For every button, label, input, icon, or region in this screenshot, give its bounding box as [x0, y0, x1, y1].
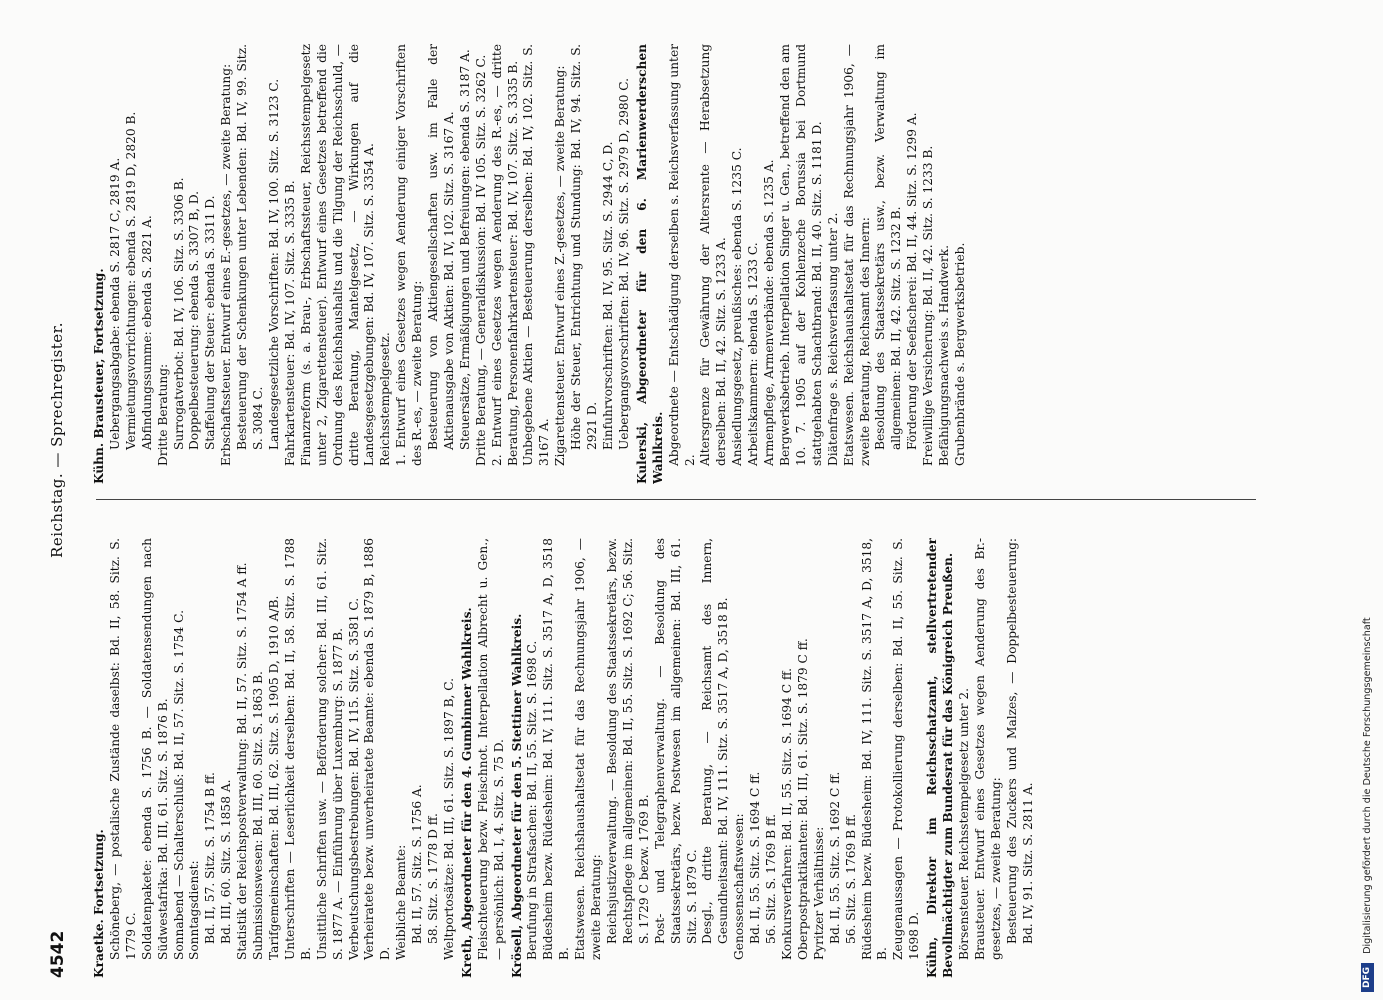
register-entry: Verheiratete bezw. unverheiratete Beamte: ebenda S. 1879 B, 1886 D.: [362, 538, 393, 960]
register-entry: Befähigungsnachweis s. Handwerk.: [937, 245, 952, 466]
register-entry: Bd. II, 55. Sitz. S. 1692 C ff.: [827, 771, 842, 944]
register-entry: Vermietungsvorrichtungen: ebenda S. 2819 D, 2820 B.: [123, 111, 138, 450]
register-entry: Besoldung des Staatssekretärs usw., bezw. Verwaltung im allgemeinen: Bd. II, 42. Sitz. S. 1232 B.: [873, 44, 904, 450]
register-heading: Kulerski, Abgeordneter für den 6. Marienwerderschen Wahlkreis.: [634, 44, 665, 484]
register-entry: Verbeutschungsbestrebungen: Bd. IV, 115. Sitz. S. 3581 C.: [346, 597, 361, 960]
register-entry: 2. Entwurf eines Gesetzes wegen Aenderung des R.-es, — dritte Beratung, Personenfahrkartensteuer: Bd. IV, 107. Sitz. S. 3335 B.: [489, 44, 520, 466]
left-column: [92, 538, 1272, 978]
register-entry: Weibliche Beamte:: [394, 844, 409, 960]
register-entry: Diätenfrage s. Reichsverfassung unter 2.: [825, 212, 840, 466]
register-entry: Förderung der Seefischerei: Bd. II, 44. Sitz. S. 1299 A.: [905, 112, 920, 450]
register-entry: Fleischteuerung bezw. Fleischnot. Interpellation Albrecht u. Gen., — persönlich: Bd. I, 4. Sitz. S. 75 D.: [475, 538, 506, 960]
register-entry: Finanzreform (s. a. Brau-, Erbschaftssteuer, Reichsstempelgesetz unter 2, Zigarettensteuer). Entwurf eines Gesetzes betreffend die Ordnung des Reichshaushalts und die Tilgung der Reichsschuld, — dritte Beratung, Mantelgesetz, — Wirkungen auf die Landesgesetzgebungen: Bd. IV, 107. Sitz. S. 3354 A.: [298, 44, 377, 466]
register-entry: Pyritzer Verhältnisse:: [811, 826, 826, 960]
register-entry: 56. Sitz. S. 1769 B ff.: [764, 813, 779, 944]
register-entry: Post- und Telegraphenverwaltung. — Besoldung des Staatssekretärs, bezw. Postwesen im allgemeinen: Bd. III, 61. Sitz. S. 1879 C.: [652, 538, 699, 944]
page-header-title: Reichstag. — Sprechregister.: [48, 322, 66, 558]
register-heading: Krösell, Abgeordneter für den 5. Stettiner Wahlkreis.: [509, 613, 524, 978]
register-entry: Rüdesheim bezw. Büdesheim: Bd. IV, 111. Sitz. S. 3517 A, D, 3518, B.: [859, 538, 890, 960]
register-entry: Bergwerksbetrieb. Interpellation Singer u. Gen., betreffend den am 10. 7. 1905 auf der Kohlenzeche Borussia bei Dortmund stattgehabten Schachtbrand: Bd. II, 40. Sitz. S. 1181 D.: [777, 44, 824, 466]
register-entry: Etatswesen. Reichshaushaltsetat für das Rechnungsjahr 1906, — zweite Beratung:: [573, 538, 604, 960]
register-entry: Submissionswesen: Bd. III, 60. Sitz. S. 1863 B.: [251, 671, 266, 960]
dfg-logo-badge: DFG: [1361, 963, 1374, 992]
register-entry: Tarifgemeinschaften: Bd. III, 62. Sitz. S. 1905 D, 1910 A/B.: [266, 595, 281, 960]
register-entry: Doppelbesteuerung: ebenda S. 3307 B, D.: [187, 190, 202, 450]
register-entry: Schöneberg, — postalische Zustände daselbst: Bd. II, 58. Sitz. S. 1779 C.: [107, 538, 138, 960]
register-entry: Dritte Beratung:: [155, 363, 170, 466]
register-entry: Sonnabend — Schalterschluß: Bd. II, 57. Sitz. S. 1754 C.: [171, 610, 186, 960]
right-column: [92, 44, 1272, 484]
register-entry: Landesgesetzliche Vorschriften: Bd. IV, 100. Sitz. S. 3123 C.: [266, 78, 281, 450]
register-entry: 1. Entwurf eines Gesetzes wegen Aenderung einiger Vorschriften des R.-es, — zweite Beratung:: [394, 44, 425, 466]
register-entry: Besteuerung des Zuckers und Malzes, — Doppelbesteuerung: Bd. IV, 91. Sitz. S. 2811 A.: [1004, 538, 1035, 944]
register-entry: Etatswesen. Reichshaushaltsetat für das Rechnungsjahr 1906, — zweite Beratung, Reichsamt des Innern:: [841, 44, 872, 466]
register-entry: Oberpostpraktikanten: Bd. III, 61. Sitz. S. 1879 C ff.: [795, 638, 810, 960]
register-entry: 56. Sitz. S. 1769 B ff.: [843, 813, 858, 944]
register-heading: Kraetke. Fortsetzung.: [92, 829, 106, 978]
register-entry: Armenpflege, Armenverbände: ebenda S. 1235 A.: [762, 159, 777, 466]
register-entry: Uebergangsvorschriften: Bd. IV, 96. Sitz. S. 2979 D, 2980 C.: [616, 77, 631, 450]
register-entry: Freiwillige Versicherung: Bd. II, 42. Sitz. S. 1233 B.: [921, 145, 936, 466]
register-entry: Zeugenaussagen — Protokollierung derselben: Bd. II, 55. Sitz. S. 1698 D.: [891, 538, 922, 960]
register-heading: Kühn, Direktor im Reichsschatzamt, stellvertretender Bevollmächtigter zum Bundesrat für das Königreich Preußen.: [925, 538, 956, 978]
digitization-note: [1356, 8, 1380, 992]
register-entry: Desgl., dritte Beratung, — Reichsamt des Innern, Gesundheitsamt: Bd. IV, 111. Sitz. S. 3517 A, D, 3518 B.: [700, 538, 731, 944]
register-entry: Grubenbrände s. Bergwerksbetrieb.: [952, 242, 967, 466]
register-entry: Abgeordnete — Entschädigung derselben s. Reichsverfassung unter 2.: [666, 44, 697, 466]
column-divider: [96, 499, 1256, 500]
register-entry: Erbschaftssteuer. Entwurf eines E.-gesetzes, — zweite Beratung:: [219, 63, 234, 466]
register-entry: Abfindungssumme: ebenda S. 2821 A.: [139, 215, 154, 450]
register-entry: Fahrkartensteuer: Bd. IV, 107. Sitz. S. 3335 B.: [282, 180, 297, 466]
register-entry: Reichsjustizverwaltung. — Besoldung des Staatssekretärs, bezw. Rechtspflege im allgemeinen: Bd. II, 55. Sitz. S. 1692 C; 56. Sitz. S. 1729 C bezw. 1769 B.: [605, 538, 651, 944]
register-entry: Bd. II, 57. Sitz. S. 1756 A.: [410, 784, 425, 944]
running-head: [0, 0, 95, 1000]
register-entry: Staffelung der Steuer: ebenda S. 3311 D.: [203, 195, 218, 450]
register-entry: Arbeitskammern: ebenda S. 1233 C.: [746, 242, 761, 466]
register-entry: Genossenschaftswesen:: [732, 813, 747, 960]
register-entry: Börsensteuer. Reichsstempelgesetz unter 2.: [956, 688, 971, 960]
digitization-credit: Digitalisierung gefördert durch die Deutsche Forschungsgemeinschaft: [1362, 617, 1373, 954]
register-entry: Berufung in Strafsachen: Bd. II, 55. Sitz. S. 1698 C.: [525, 640, 540, 960]
register-heading: Kreth, Abgeordneter für den 4. Gumbinner Wahlkreis.: [459, 607, 474, 978]
register-entry: Uebergangsabgabe: ebenda S. 2817 C, 2819 A.: [107, 157, 122, 450]
register-entry: Surrogatverbot: Bd. IV, 106. Sitz. S. 3306 B.: [171, 177, 186, 450]
register-entry: Ansiedlungsgesetz, preußisches: ebenda S. 1235 C.: [730, 147, 745, 466]
register-entry: Besteuerung der Schenkungen unter Lebenden: Bd. IV, 99. Sitz. S. 3084 C.: [235, 44, 266, 450]
register-entry: Büdesheim bezw. Rüdesheim: Bd. IV, 111. Sitz. S. 3517 A, D, 3518 B.: [541, 538, 572, 960]
register-entry: Brausteuer. Entwurf eines Gesetzes wegen Aenderung des Br.-gesetzes, — zweite Beratung:: [972, 538, 1003, 960]
register-entry: Unbegebene Aktien — Besteuerung derselben: Bd. IV, 102. Sitz. S. 3167 A.: [521, 44, 552, 466]
register-entry: Weltportosätze: Bd. III, 61. Sitz. S. 1897 B, C.: [441, 677, 456, 960]
register-entry: Einfuhrvorschriften: Bd. IV, 95. Sitz. S. 2944 C, D.: [601, 141, 615, 450]
register-entry: Dritte Beratung, — Generaldiskussion: Bd. IV 105. Sitz. S. 3262 C.: [473, 54, 488, 466]
register-entry: Unterschriften — Leserlichkeit derselben: Bd. II, 58. Sitz. S. 1788 B.: [282, 538, 313, 960]
register-entry: Bd. II, 55. Sitz. S. 1694 C ff.: [748, 771, 763, 944]
register-entry: Besteuerung von Aktiengesellschaften usw. im Falle der Aktienausgabe von Aktien: Bd. IV, 102. Sitz. S. 3167 A.: [426, 44, 456, 450]
register-entry: Statistik der Reichspostverwaltung: Bd. II, 57. Sitz. S. 1754 A ff.: [235, 562, 250, 960]
register-entry: Unsittliche Schriften usw. — Beförderung solcher: Bd. III, 61. Sitz. S. 1877 A. — Einführung über Luxemburg: S. 1877 B.: [314, 538, 345, 960]
register-entry: Sonntagsdienst:: [187, 860, 202, 960]
register-entry: Bd. III, 60. Sitz. S. 1858 A.: [219, 779, 234, 944]
register-entry: Bd. II, 57. Sitz. S. 1754 B ff.: [203, 772, 218, 944]
register-entry: Reichsstempelgesetz.: [378, 332, 393, 466]
register-entry: Soldatenpakete: ebenda S. 1756 B. — Soldatensendungen nach Südwestafrika: Bd. III, 61. Sitz. S. 1876 B.: [139, 538, 170, 960]
register-entry: Zigarettensteuer. Entwurf eines Z.-gesetzes, — zweite Beratung:: [553, 65, 568, 466]
register-entry: Steuersätze, Ermäßigungen und Befreiungen: ebenda S. 3187 A.: [457, 49, 472, 450]
register-entry: Höhe der Steuer, Entrichtung und Stundung: Bd. IV, 94. Sitz. S. 2921 D.: [569, 44, 600, 450]
page-number: 4542: [48, 930, 68, 978]
register-entry: Konkursverfahren: Bd. II, 55. Sitz. S. 1694 C ff.: [779, 668, 794, 960]
register-entry: 58. Sitz. S. 1778 D ff.: [426, 813, 441, 944]
register-heading: Kühn. Brausteuer, Fortsetzung.: [92, 268, 106, 484]
register-entry: Altersgrenze für Gewährung der Altersrente — Herabsetzung derselben: Bd. II, 42. Sitz. S. 1233 A.: [698, 44, 729, 466]
